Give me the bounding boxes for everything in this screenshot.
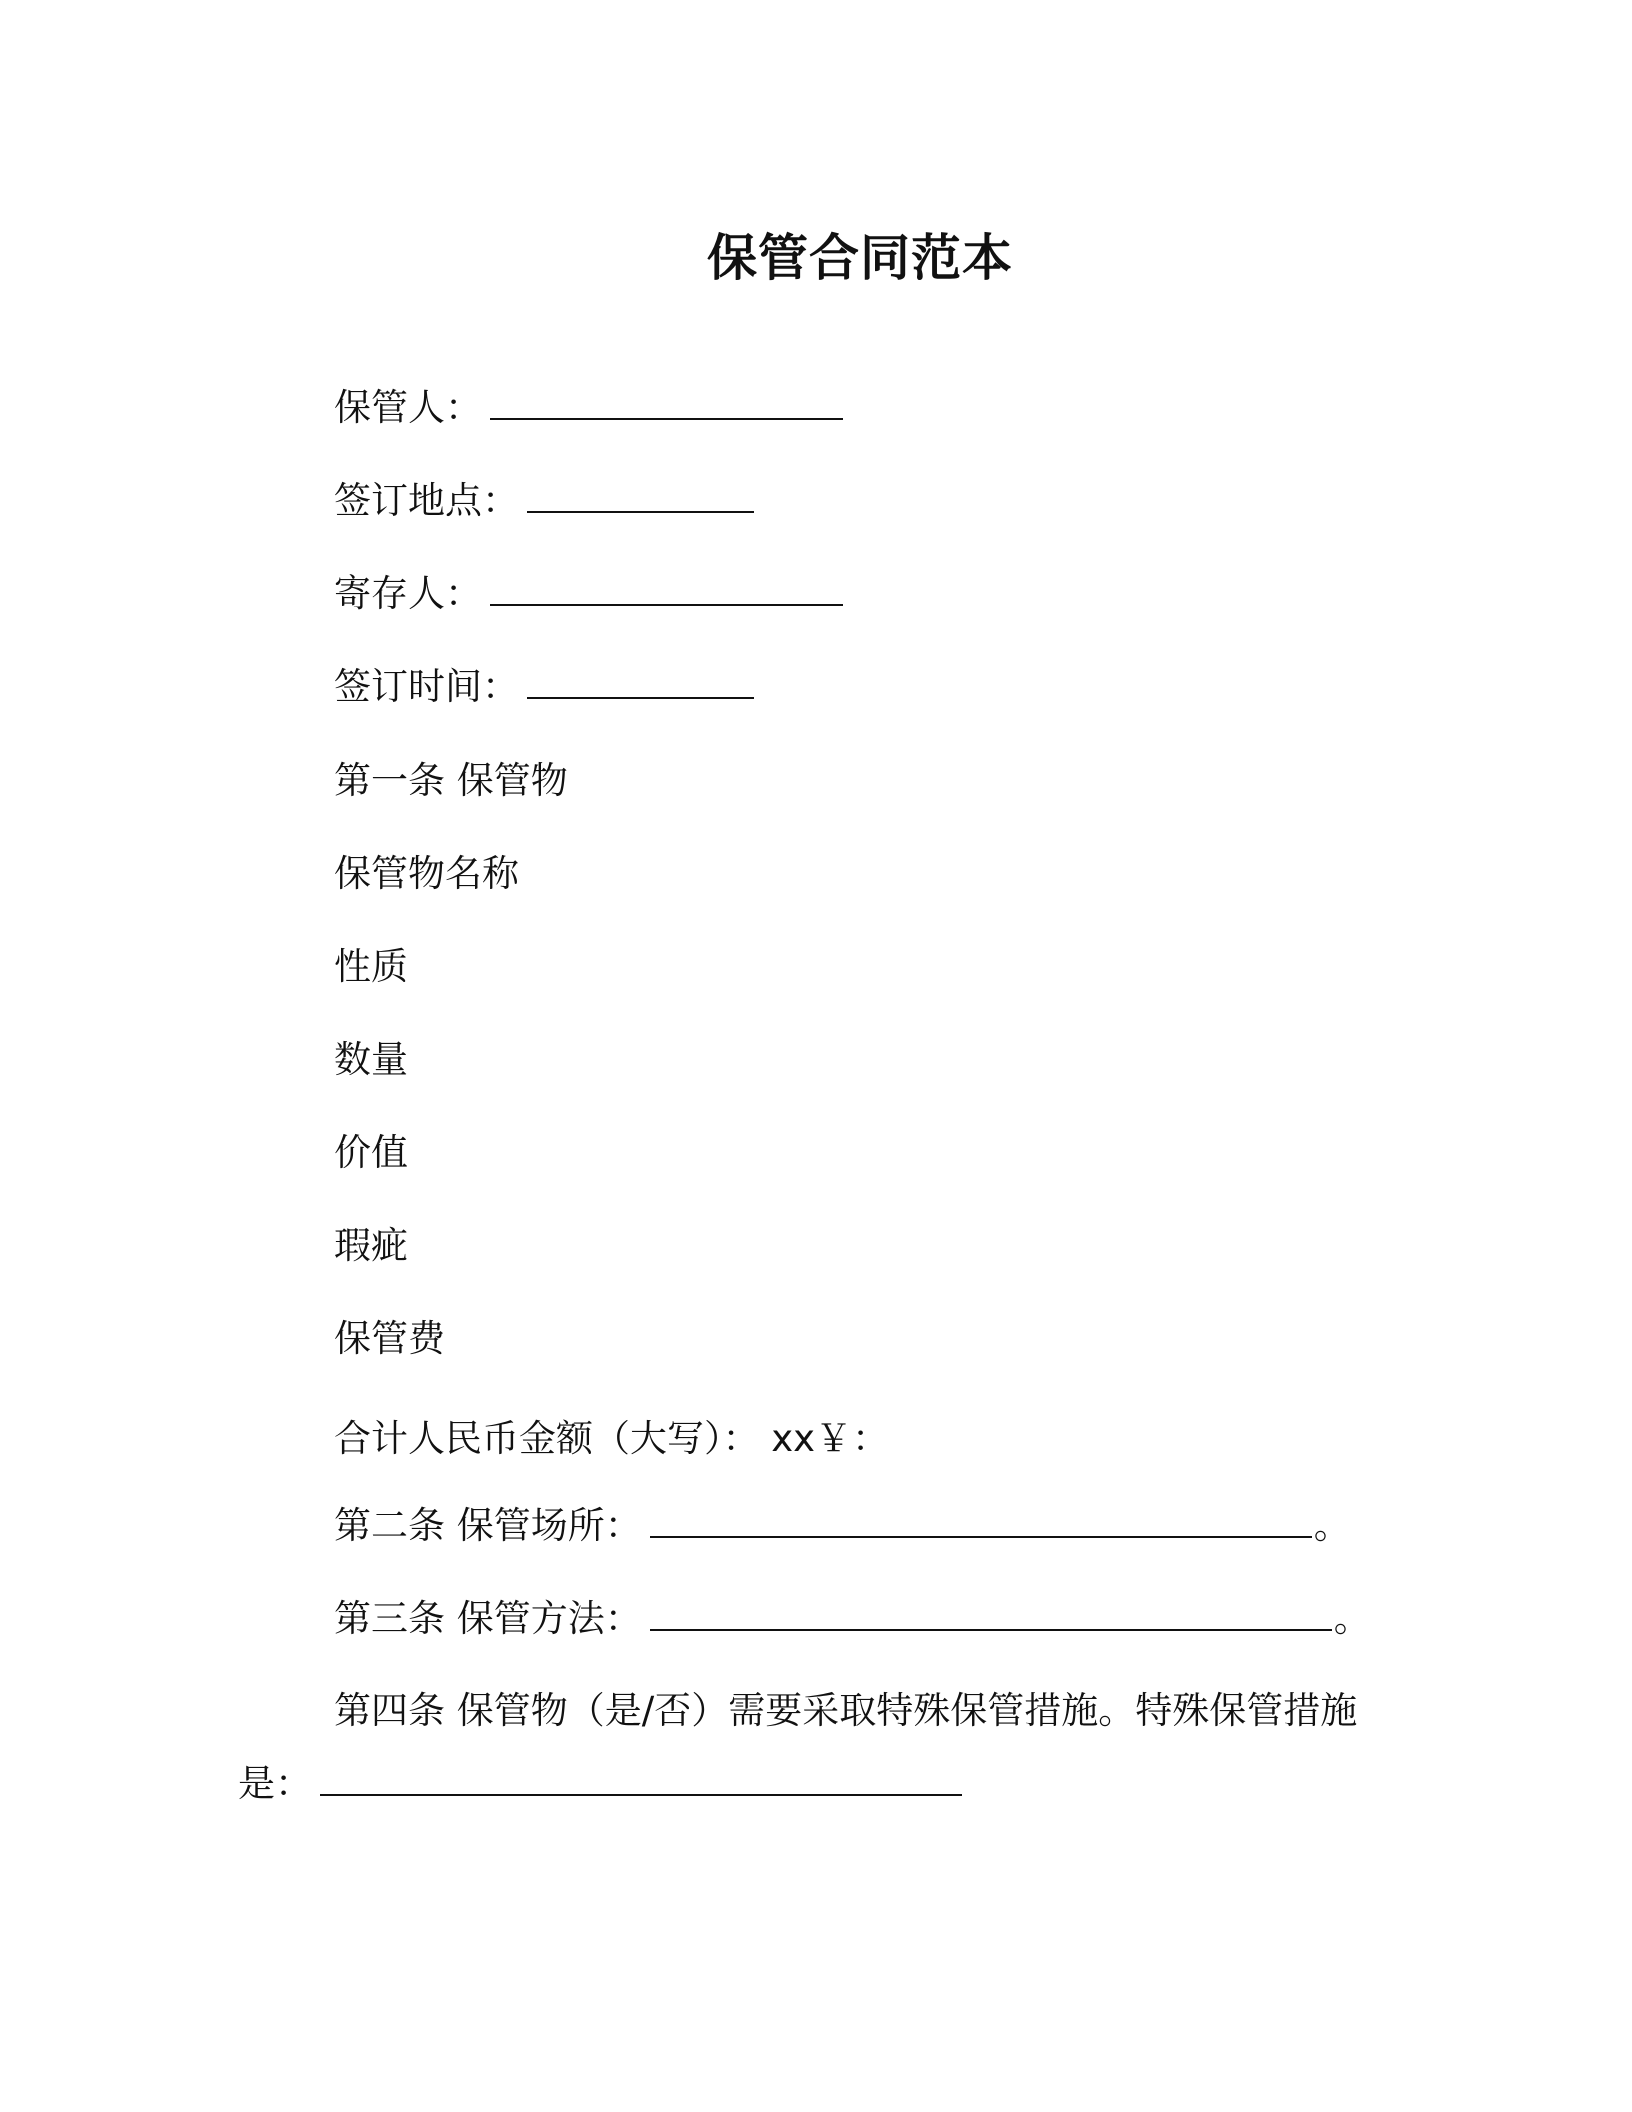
- article1-item-quantity: 数量: [334, 1038, 408, 1081]
- article3-label: 第三条 保管方法：: [334, 1597, 642, 1640]
- article1-item-value: 价值: [334, 1131, 408, 1174]
- field-signing-place-label: 签订地点：: [334, 479, 519, 522]
- article1-item-defects: 瑕疵: [334, 1224, 408, 1267]
- custodian-blank[interactable]: [490, 412, 843, 420]
- article4-line2: [238, 1759, 962, 1809]
- field-depositor: [334, 569, 843, 619]
- article1-item-name: 保管物名称: [334, 852, 519, 895]
- article4-line1: 第四条 保管物（是/否）需要采取特殊保管措施。特殊保管措施: [334, 1689, 1358, 1732]
- special-measures-blank[interactable]: [320, 1788, 962, 1796]
- field-custodian: [334, 383, 843, 433]
- article1-item-nature: 性质: [334, 945, 408, 988]
- article1-item-fee: 保管费: [334, 1317, 445, 1360]
- article2: [334, 1501, 1351, 1551]
- article2-label: 第二条 保管场所：: [334, 1504, 642, 1547]
- field-custodian-label: 保管人：: [334, 386, 482, 429]
- article1-heading: 第一条 保管物: [334, 759, 568, 802]
- depositor-blank[interactable]: [490, 598, 843, 606]
- article2-end: 。: [1313, 1504, 1351, 1547]
- signing-time-blank[interactable]: [527, 691, 754, 699]
- article3-end: 。: [1333, 1597, 1371, 1640]
- storage-method-blank[interactable]: [650, 1623, 1332, 1631]
- storage-place-blank[interactable]: [650, 1530, 1312, 1538]
- article1-total: 合计人民币金额（大写）： xx￥：: [334, 1417, 890, 1460]
- field-signing-time-label: 签订时间：: [334, 665, 519, 708]
- field-depositor-label: 寄存人：: [334, 572, 482, 615]
- field-signing-time: [334, 662, 754, 712]
- document-title: 保管合同范本: [707, 229, 1013, 287]
- article4-line2-label: 是：: [238, 1762, 312, 1805]
- signing-place-blank[interactable]: [527, 505, 754, 513]
- article3: [334, 1594, 1371, 1644]
- field-signing-place: [334, 476, 754, 526]
